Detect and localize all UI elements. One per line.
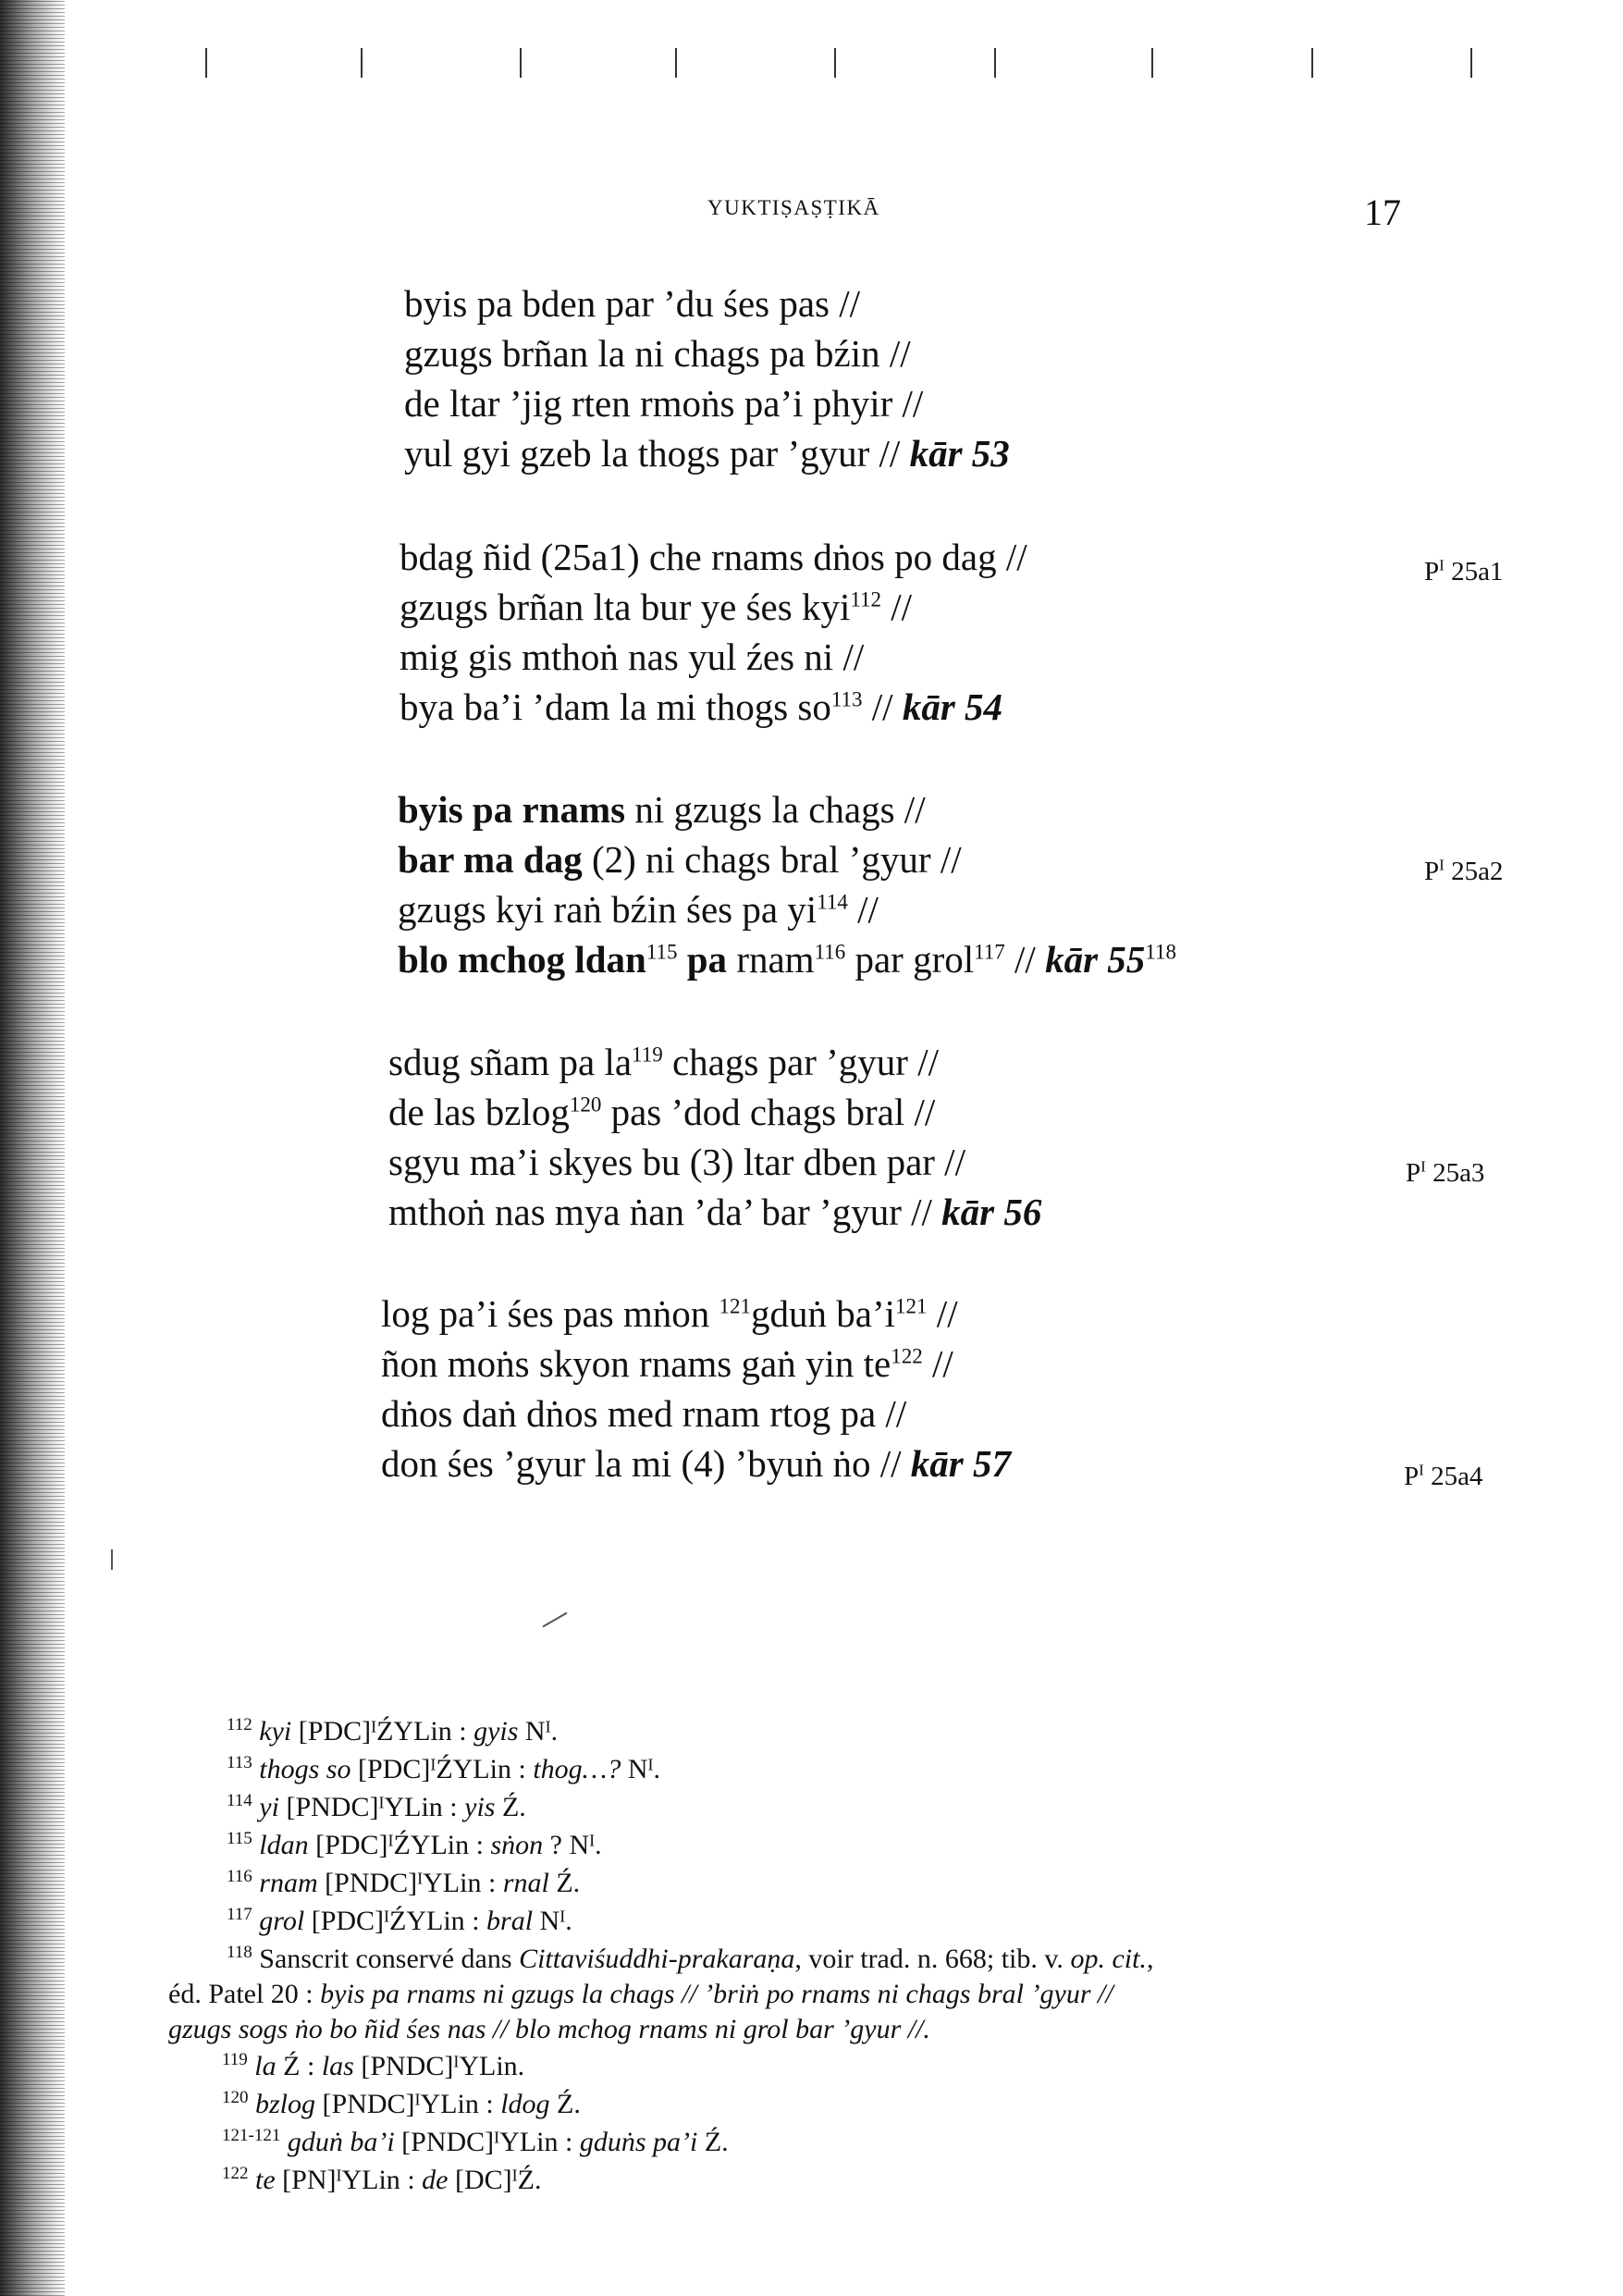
footnote: $^{119}$ la Ź : las [PNDC]ᴵYLin. [222,2050,525,2081]
margin-ref: $P^I$ 25a4 [1404,1461,1483,1491]
scan-edge-noise [0,0,65,2296]
verse-line: dṅos daṅ dṅos med rnam rtog pa // [381,1392,907,1435]
footnote: $^{120}$ bzlog [PNDC]ᴵYLin : ldog Ź. [222,2088,581,2119]
top-tick [1151,48,1153,78]
verse-line: bdag ñid (25a1) che rnams dṅos po dag // [400,536,1027,578]
karika-number: kār 55 [1045,938,1146,981]
top-tick [1311,48,1313,78]
footnote: $^{114}$ yi [PNDC]ᴵYLin : yis Ź. [227,1791,526,1822]
verse-line: log pa’i śes pas mṅon $^{121}$gduṅ $ba’i^{121}$ // [381,1292,958,1335]
margin-ref: $P^I$ 25a2 [1424,856,1504,886]
page-number: 17 [1364,191,1401,233]
margin-ref: $P^I$ 25a3 [1406,1157,1485,1188]
verse-line: yul gyi gzeb la thogs par ’gyur // kār 53 [404,432,1010,475]
verse-line: sgyu ma’i skyes bu (3) ltar dben par // [388,1141,965,1183]
verse-line: sdug sñam pa $la^{119}$ chags par ’gyur // [388,1041,939,1083]
top-tick [1470,48,1472,78]
footnote: $^{112}$ kyi [PDC]ᴵŹYLin : gyis Nᴵ. [227,1715,559,1747]
karika-number: kār 54 [902,685,1003,728]
verse-line: byis pa bden par ’du śes pas // [404,282,861,325]
footnote-118-cont: éd. Patel 20 : byis pa rnams ni gzugs la chags // ’briṅ po rnams ni chags bral ’gyur // [168,1979,1113,2009]
verse-line: bar ma dag (2) ni chags bral ’gyur // [398,838,962,881]
footnote: $^{117}$ grol [PDC]ᴵŹYLin : bral Nᴵ. [227,1905,572,1936]
footnote: $^{113}$ thogs so [PDC]ᴵŹYLin : thog…? Nᴵ. [227,1753,660,1784]
verse-line: gzugs brñan lta bur ye śes kyi$^{112}$ // [400,586,913,628]
footnote-118-cont: gzugs sogs ṅo bo ñid śes nas // blo mchog rnams ni grol bar ’gyur //. [168,2014,930,2044]
verse-line: ñon moṅs skyon rnams gaṅ yin $te^{122}$ // [381,1342,953,1385]
scan-mark [543,1612,568,1628]
margin-ref: $P^I$ 25a1 [1424,556,1504,586]
verse-line: de ltar ’jig rten rmoṅs pa’i phyir // [404,382,924,425]
top-tick [520,48,522,78]
footnote: $^{122}$ te [PN]ᴵYLin : de [DC]ᴵŹ. [222,2164,542,2195]
footnote-118: $^{118}$ Sanscrit conservé dans Cittaviśuddhi-prakaraṇa, voir trad. n. 668; tib. v. op. cit., [227,1943,1154,1974]
verse-line: mig gis mthoṅ nas yul źes ni // [400,636,865,678]
verse-line: gzugs kyi raṅ bźin śes pa $yi^{114}$ // [398,888,879,931]
scan-mark [111,1549,113,1570]
top-tick [675,48,677,78]
footnote: $^{121-121}$ gduṅ ba’i [PNDC]ᴵYLin : gduṅs pa’i Ź. [222,2126,729,2157]
verse-line: gzugs brñan la ni chags pa bźin // [404,332,911,375]
running-header: YUKTIṢAṢṬIKĀ [707,196,880,219]
verse-line: blo mchog ldan$^{115}$ pa rnam$^{116}$ par grol$^{117}$ // kār $55^{118}$ [398,938,1176,981]
verse-line: de las bzlog$^{120}$ pas ’dod chags bral // [388,1091,936,1133]
karika-number: kār 57 [910,1442,1011,1485]
top-tick [205,48,207,78]
verse-line: don śes ’gyur la mi (4) ’byuṅ ṅo // kār 57 [381,1442,1011,1485]
verse-line: mthoṅ nas mya ṅan ’da’ bar ’gyur // kār 56 [388,1191,1042,1233]
footnote: $^{116}$ rnam [PNDC]ᴵYLin : rnal Ź. [227,1867,581,1898]
karika-number: kār 53 [909,432,1010,475]
top-tick [994,48,996,78]
karika-number: kār 56 [941,1191,1042,1233]
verse-line: byis pa rnams ni gzugs la chags // [398,788,926,831]
footnote: $^{115}$ ldan [PDC]ᴵŹYLin : sṅon ? Nᴵ. [227,1829,602,1860]
top-tick [361,48,363,78]
top-tick [834,48,836,78]
verse-line: bya ba’i ’dam la mi thogs $so^{113}$ // kār 54 [400,685,1003,728]
